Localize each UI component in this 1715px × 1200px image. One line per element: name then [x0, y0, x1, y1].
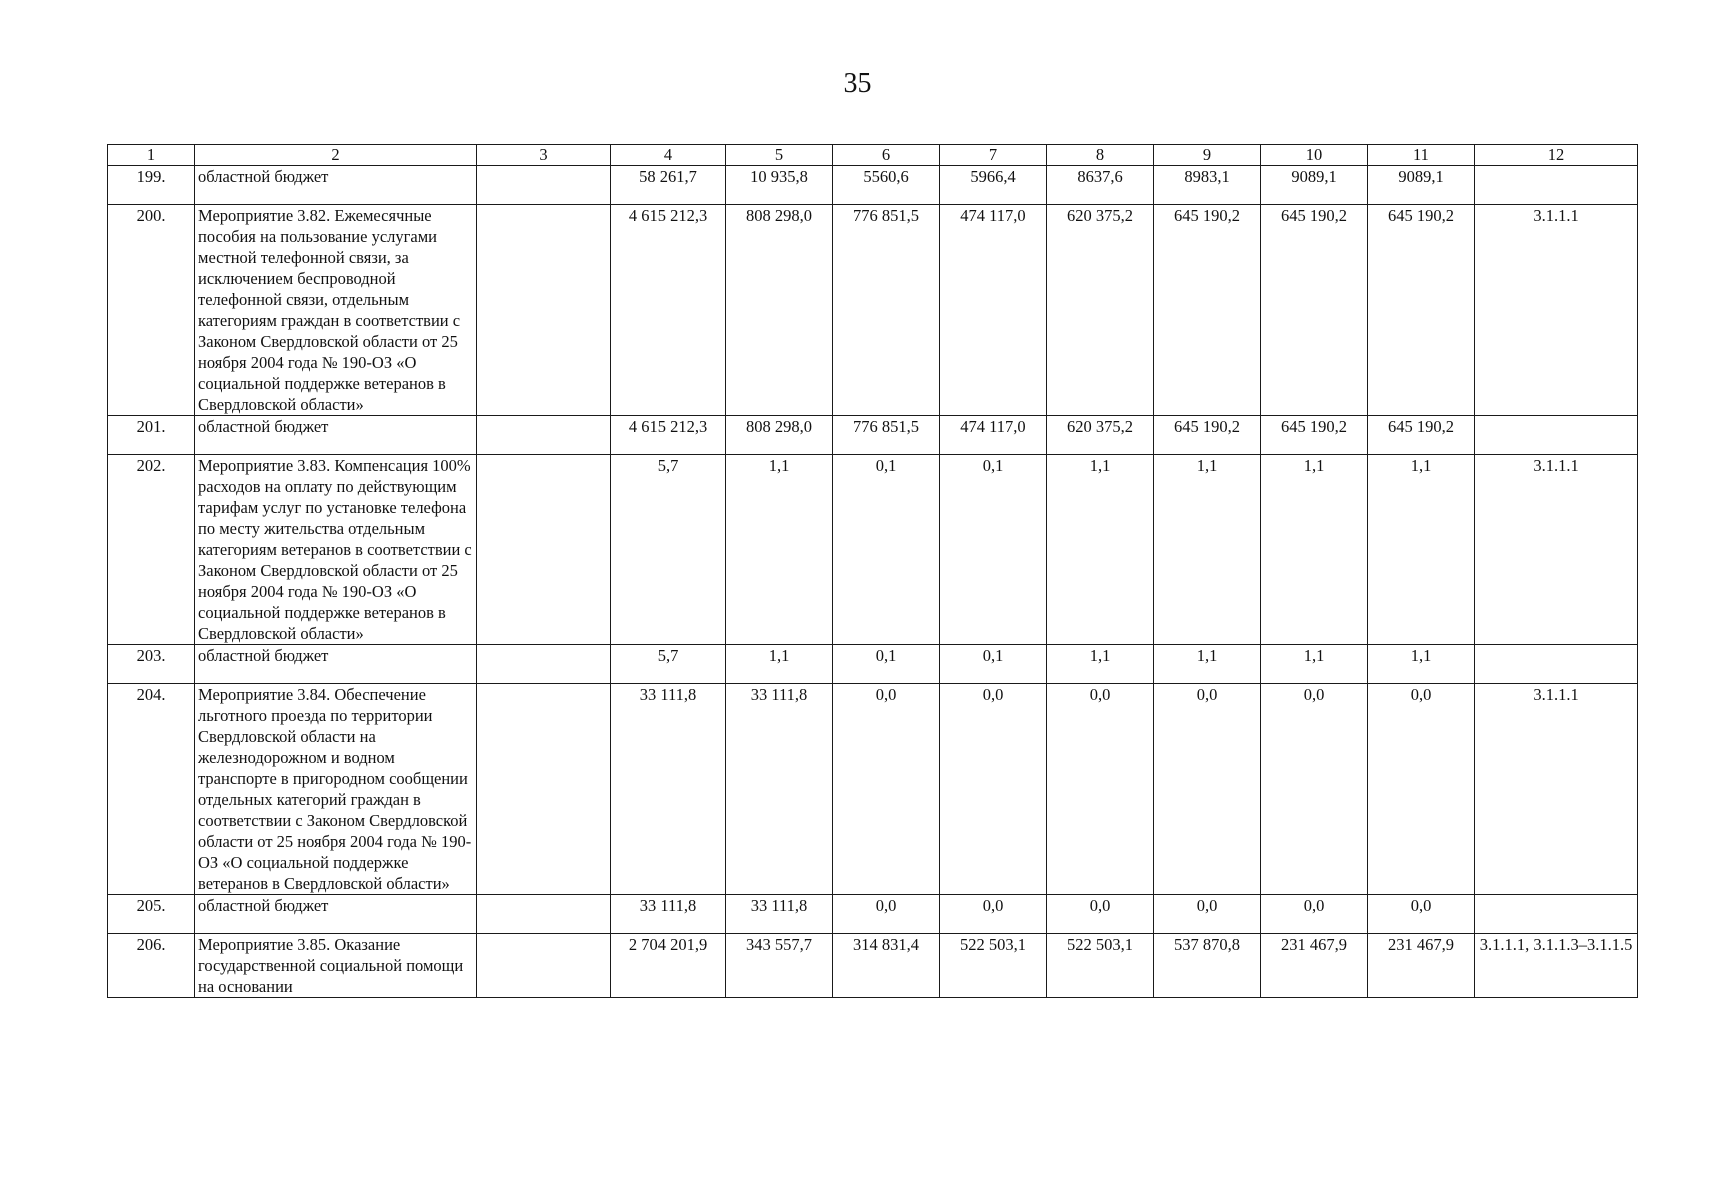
funding-value: 645 190,2: [1261, 205, 1368, 416]
page-number: 35: [843, 68, 872, 99]
target-indicator: [1475, 895, 1638, 934]
funding-value: 0,0: [1368, 684, 1475, 895]
column-number: 6: [833, 145, 940, 166]
funding-value: 474 117,0: [940, 416, 1047, 455]
column-number: 2: [195, 145, 477, 166]
funding-value: 620 375,2: [1047, 416, 1154, 455]
column-number-row: [108, 145, 1638, 166]
measure-row: [108, 205, 1638, 416]
row-description: Мероприятие 3.82. Ежемесячные пособия на пользование услугами местной телефонной связи, за исключением беспроводной телефонной связи, отдельным категориям граждан в соответствии с Законом Свердловской области от 25 ноября 2004 года № 190-ОЗ «О социальной поддержке ветеранов в Свердловской области»: [195, 205, 477, 416]
row-description: Мероприятие 3.84. Обеспечение льготного проезда по территории Свердловской области на железнодорожном и водном транспорте в пригородном сообщении отдельных категорий граждан в соответствии с Законом Свердловской области от 25 ноября 2004 года № 190-ОЗ «О социальной поддержке ветеранов в Свердловской области»: [195, 684, 477, 895]
funding-value: 33 111,8: [611, 684, 726, 895]
column-number: 3: [477, 145, 611, 166]
column-number: 8: [1047, 145, 1154, 166]
funding-value: 33 111,8: [611, 895, 726, 934]
funding-value: 4 615 212,3: [611, 205, 726, 416]
row-number: 200.: [108, 205, 195, 416]
row-number: 202.: [108, 455, 195, 645]
funding-value: 33 111,8: [726, 684, 833, 895]
executor-cell: [477, 645, 611, 684]
funding-value: 645 190,2: [1368, 416, 1475, 455]
column-number: 7: [940, 145, 1047, 166]
row-description: областной бюджет: [195, 416, 477, 455]
target-indicator: 3.1.1.1: [1475, 684, 1638, 895]
funding-value: 522 503,1: [1047, 934, 1154, 998]
column-number: 11: [1368, 145, 1475, 166]
target-indicator: [1475, 416, 1638, 455]
budget-source-row: [108, 416, 1638, 455]
funding-value: 0,0: [1154, 684, 1261, 895]
funding-value: 0,0: [1047, 684, 1154, 895]
funding-value: 231 467,9: [1261, 934, 1368, 998]
funding-value: 522 503,1: [940, 934, 1047, 998]
row-description: областной бюджет: [195, 645, 477, 684]
funding-value: 5,7: [611, 645, 726, 684]
funding-value: 4 615 212,3: [611, 416, 726, 455]
funding-value: 314 831,4: [833, 934, 940, 998]
executor-cell: [477, 684, 611, 895]
row-number: 205.: [108, 895, 195, 934]
row-description: Мероприятие 3.83. Компенсация 100% расходов на оплату по действующим тарифам услуг по установке телефона по месту жительства отдельным категориям ветеранов в соответствии с Законом Свердловской области от 25 ноября 2004 года № 190-ОЗ «О социальной поддержке ветеранов в Свердловской области»: [195, 455, 477, 645]
executor-cell: [477, 895, 611, 934]
funding-value: 9089,1: [1261, 166, 1368, 205]
target-indicator: 3.1.1.1, 3.1.1.3–3.1.1.5: [1475, 934, 1638, 998]
funding-value: 343 557,7: [726, 934, 833, 998]
funding-value: 0,0: [833, 895, 940, 934]
funding-value: 0,0: [1261, 684, 1368, 895]
funding-value: 1,1: [726, 455, 833, 645]
funding-value: 1,1: [1154, 455, 1261, 645]
funding-value: 10 935,8: [726, 166, 833, 205]
funding-value: 0,0: [940, 684, 1047, 895]
funding-value: 645 190,2: [1368, 205, 1475, 416]
funding-value: 0,0: [1154, 895, 1261, 934]
row-number: 204.: [108, 684, 195, 895]
measure-row: [108, 934, 1638, 998]
row-description: областной бюджет: [195, 166, 477, 205]
funding-value: 808 298,0: [726, 416, 833, 455]
funding-value: 0,1: [833, 645, 940, 684]
program-budget-table: [107, 144, 1638, 998]
executor-cell: [477, 416, 611, 455]
target-indicator: [1475, 645, 1638, 684]
funding-value: 231 467,9: [1368, 934, 1475, 998]
funding-value: 9089,1: [1368, 166, 1475, 205]
funding-value: 1,1: [1261, 455, 1368, 645]
executor-cell: [477, 166, 611, 205]
executor-cell: [477, 934, 611, 998]
funding-value: 808 298,0: [726, 205, 833, 416]
funding-value: 8983,1: [1154, 166, 1261, 205]
funding-value: 776 851,5: [833, 205, 940, 416]
funding-value: 0,0: [1368, 895, 1475, 934]
funding-value: 58 261,7: [611, 166, 726, 205]
row-description: областной бюджет: [195, 895, 477, 934]
funding-value: 1,1: [1047, 455, 1154, 645]
funding-value: 645 190,2: [1261, 416, 1368, 455]
row-number: 203.: [108, 645, 195, 684]
funding-value: 1,1: [1261, 645, 1368, 684]
budget-source-row: [108, 645, 1638, 684]
column-number: 5: [726, 145, 833, 166]
budget-source-row: [108, 166, 1638, 205]
funding-value: 5966,4: [940, 166, 1047, 205]
funding-value: 0,0: [833, 684, 940, 895]
funding-value: 0,0: [1047, 895, 1154, 934]
funding-value: 620 375,2: [1047, 205, 1154, 416]
funding-value: 645 190,2: [1154, 416, 1261, 455]
target-indicator: 3.1.1.1: [1475, 205, 1638, 416]
funding-value: 8637,6: [1047, 166, 1154, 205]
funding-value: 1,1: [1047, 645, 1154, 684]
funding-value: 5,7: [611, 455, 726, 645]
measure-row: [108, 455, 1638, 645]
column-number: 9: [1154, 145, 1261, 166]
row-number: 206.: [108, 934, 195, 998]
row-description: Мероприятие 3.85. Оказание государственной социальной помощи на основании: [195, 934, 477, 998]
funding-value: 0,0: [940, 895, 1047, 934]
column-number: 10: [1261, 145, 1368, 166]
funding-value: 0,0: [1261, 895, 1368, 934]
column-number: 4: [611, 145, 726, 166]
row-number: 201.: [108, 416, 195, 455]
funding-value: 474 117,0: [940, 205, 1047, 416]
column-number: 12: [1475, 145, 1638, 166]
column-number: 1: [108, 145, 195, 166]
executor-cell: [477, 205, 611, 416]
funding-value: 1,1: [1368, 455, 1475, 645]
target-indicator: 3.1.1.1: [1475, 455, 1638, 645]
funding-value: 33 111,8: [726, 895, 833, 934]
measure-row: [108, 684, 1638, 895]
funding-value: 5560,6: [833, 166, 940, 205]
funding-value: 1,1: [1154, 645, 1261, 684]
funding-value: 537 870,8: [1154, 934, 1261, 998]
funding-value: 0,1: [940, 455, 1047, 645]
funding-value: 0,1: [833, 455, 940, 645]
funding-value: 1,1: [726, 645, 833, 684]
budget-source-row: [108, 895, 1638, 934]
funding-value: 2 704 201,9: [611, 934, 726, 998]
target-indicator: [1475, 166, 1638, 205]
funding-value: 776 851,5: [833, 416, 940, 455]
row-number: 199.: [108, 166, 195, 205]
funding-value: 1,1: [1368, 645, 1475, 684]
funding-value: 645 190,2: [1154, 205, 1261, 416]
funding-value: 0,1: [940, 645, 1047, 684]
executor-cell: [477, 455, 611, 645]
